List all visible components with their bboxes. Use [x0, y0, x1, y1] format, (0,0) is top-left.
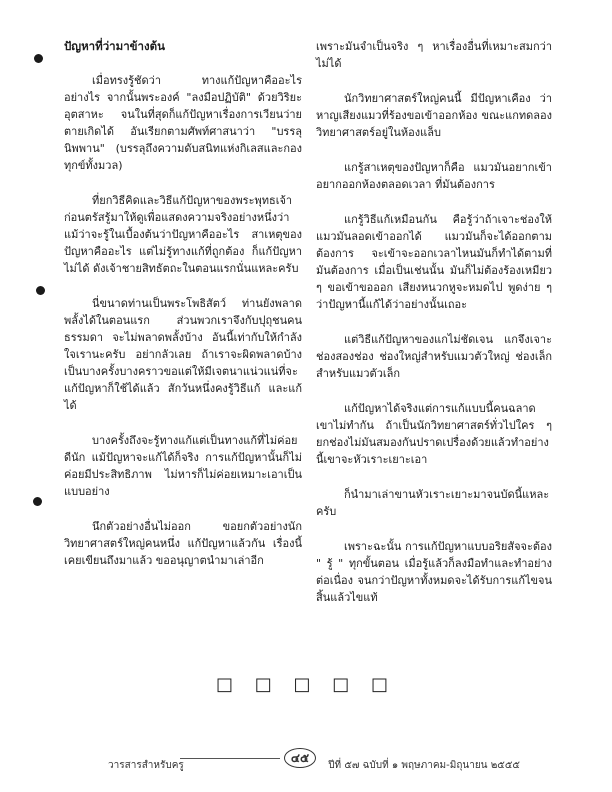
body-paragraph: แต่วิธีแก้ปัญหาของแกไม่ชัดเจน แกจึงเจาะช่องสองช่อง ช่องใหญ่สำหรับแมวตัวใหญ่ ช่องเล็กสำหรับแมวตัวเล็ก: [316, 333, 552, 380]
margin-bullet-mark: [33, 497, 42, 506]
body-paragraph: ที่ยกวิธีคิดและวิธีแก้ปัญหาของพระพุทธเจ้า ก่อนตรัสรู้มาให้ดูเพื่อแสดงความจริงอย่างหนึ่งว่า แม้ว่าจะรู้ในเบื้องต้นว่าปัญหาคืออะไร สาเหตุของปัญหาคืออะไร แต่ไม่รู้ทางแก้ที่ถูกต้อง ก็แก้ปัญหาไม่ได้ ดังเจ้าชายสิทธัตถะในตอนแรกนั่นแหละครับ: [64, 194, 302, 275]
page-number: ๔๕: [284, 748, 316, 768]
body-paragraph: เพราะมันจำเป็นจริง ๆ หาเรื่องอื่นที่เหมาะสมกว่าไม่ได้: [316, 40, 552, 70]
section-heading: ปัญหาที่ว่ามาข้างต้น: [64, 39, 165, 53]
body-paragraph: แก้ปัญหาได้จริงแต่การแก้แบบนี้คนฉลาดเขาไม่ทำกัน ถ้าเป็นนักวิทยาศาสตร์ทั่วไปใคร ๆ ยกช่องไม่มันสมองกันปราดเปรื่องด้วยแล้วทำอย่างนี้เขาจะหัวเราะเยาะเอา: [316, 402, 552, 466]
body-paragraph: เพราะฉะนั้น การแก้ปัญหาแบบอริยสัจจะต้อง " รู้ " ทุกขั้นตอน เมื่อรู้แล้วก็ลงมือทำและทำอย่างต่อเนื่อง จนกว่าปัญหาทั้งหมดจะได้รับการแก้ไขจนสิ้นแล้วไขแท้: [316, 540, 552, 604]
left-column: [64, 38, 302, 587]
body-paragraph: นักวิทยาศาสตร์ใหญ่คนนี้ มีปัญหาเคือง ว่าหาญเสียงแมวที่ร้องขอเข้าออกห้อง ขณะแกทดลองวิทยาศาสตร์อยู่ในห้องแล็บ: [316, 92, 552, 139]
page-footer: [108, 748, 520, 770]
section-separator: □ □ □ □ □: [216, 674, 396, 695]
body-paragraph: นึกตัวอย่างอื่นไม่ออก ขอยกตัวอย่างนักวิทยาศาสตร์ใหญ่คนหนึ่ง แก้ปัญหาแล้วกัน เรื่องนี้เคยเขียนถึงมาแล้ว ขออนุญาตนำมาเล่าอีก: [64, 520, 302, 567]
footer-rule: [180, 758, 280, 759]
margin-bullet-mark: [34, 54, 43, 63]
body-paragraph: บางครั้งถึงจะรู้ทางแก้แต่เป็นทางแก้ที่ไม่ค่อยดีนัก แม้ปัญหาจะแก้ได้ก็จริง การแก้ปัญหานั้นก็ไม่ค่อยมีประสิทธิภาพ ไม่หารก็ไม่ค่อยเหมาะเอาเป็นแบบอย่าง: [64, 434, 302, 498]
publication-name: วารสารสำหรับครู: [108, 760, 184, 771]
body-paragraph: แกรู้สาเหตุของปัญหาก็คือ แมวมันอยากเข้าอยากออกห้องตลอดเวลา ที่มันต้องการ: [316, 161, 552, 191]
margin-bullet-mark: [36, 286, 45, 295]
body-paragraph: เมื่อทรงรู้ชัดว่า ทางแก้ปัญหาคืออะไร อย่างไร จากนั้นพระองค์ "ลงมือปฏิบัติ" ด้วยวิริยะอุตสาหะ จนในที่สุดก็แก้ปัญหาเรื่องการเวียนว่ายตายเกิดได้ อันเรียกตามศัพท์ศาสนาว่า "บรรลุนิพพาน" (บรรลุถึงความดับสนิทแห่งกิเลสและกองทุกข์ทั้งมวล): [64, 74, 302, 172]
issue-info: ปีที่ ๕๗ ฉบับที่ ๑ พฤษภาคม-มิถุนายน ๒๕๕๕: [328, 760, 520, 771]
body-paragraph: แกรู้วิธีแก้เหมือนกัน คือรู้ว่าถ้าเจาะช่องให้แมวมันลอดเข้าออกได้ แมวมันก็จะได้ออกตามต้องการ จะเข้าจะออกเวลาไหนมันก็ทำได้ตามที่มันต้องการ เมื่อเป็นเช่นนั้น มันก็ไม่ต้องร้องเหมียว ๆ ขอเข้าขอออก เสียงหนวกหูจะหมดไป พูดง่าย ๆ ว่าปัญหานี้แก้ได้ว่าอย่างนั้นเถอะ: [316, 213, 552, 311]
body-paragraph: ก็นำมาเล่าขานหัวเราะเยาะมาจนบัดนี้แหละครับ: [316, 488, 550, 518]
body-paragraph: นี่ขนาดท่านเป็นพระโพธิสัตว์ ท่านยังพลาดพลั้งได้ในตอนแรก ส่วนพวกเราจึงกับปุถุชนคนธรรมดา จะไม่พลาดพลั้งบ้าง อันนี้เท่ากับให้กำลังใจเรานะครับ อย่ากลัวเลย ถ้าเราจะผิดพลาดบ้าง เป็นบางครั้งบางคราวขอแต่ให้มีเจตนาแน่วแน่ที่จะแก้ปัญหาก็ใช้ได้แล้ว สักวันหนึ่งคงรู้วิธีแก้ และแก้ได้: [64, 297, 302, 412]
right-column: [316, 38, 552, 624]
